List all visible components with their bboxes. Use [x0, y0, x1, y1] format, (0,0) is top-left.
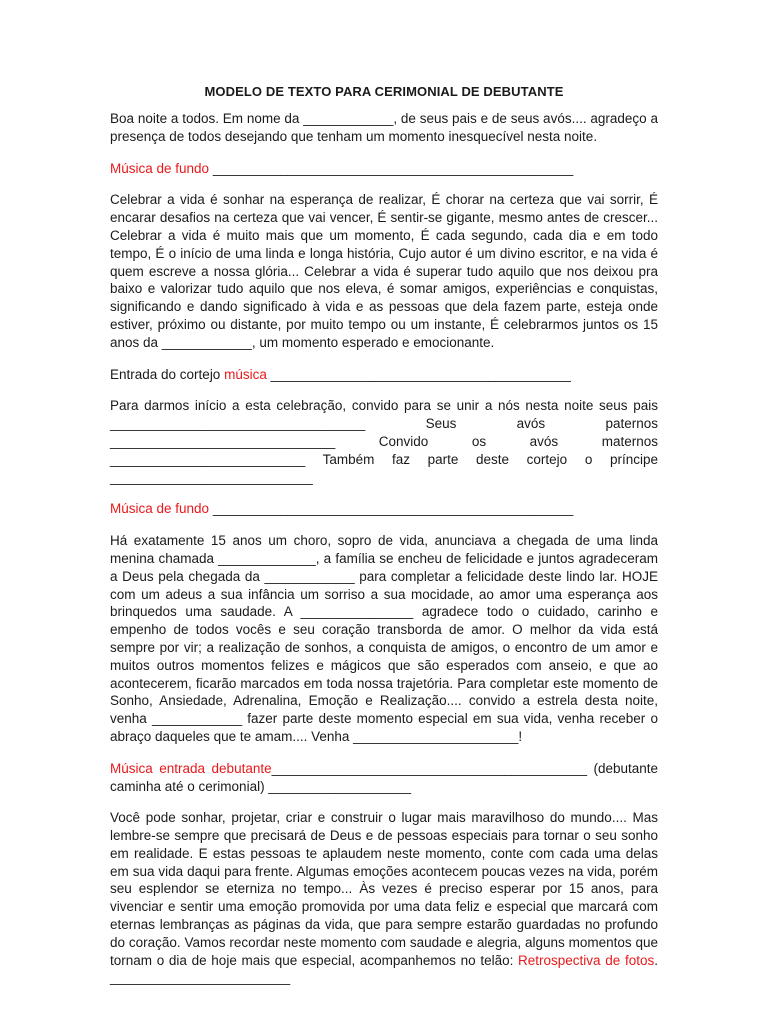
cue-background-music-1 — [110, 160, 658, 178]
cue-label: Música de fundo — [110, 160, 210, 176]
cue-cortege-entrance — [110, 366, 658, 384]
cue-debutante-entrance — [110, 760, 658, 796]
photo-retrospective-label: Retrospectiva de fotos — [518, 952, 655, 968]
paragraph-celebrate-life: Celebrar a vida é sonhar na esperança de realizar, É chorar na certeza que vai sorrir, É encarar desafios na certeza que vai vencer, É sentir-se gigante, mesmo antes de crescer... Celebrar a vida é muito mais que um momento, É cada segundo, cada dia e em todo tempo, É o início de uma linda e longa história, Cujo autor é um divino escritor, e na vida é quem escreve a nossa glória... Celebrar a vida é superar tudo aquilo que nos deixou pra baixo e valorizar tudo aquilo que nos eleva, é somar amigos, experiências e conquistas, significando e dando significado à vida e as pessoas que dela fazem parte, esteja onde estiver, próximo ou distante, por muito tempo ou um instante, É celebrarmos juntos os 15 anos da ____________, um momento esperado e emocionante. — [110, 192, 658, 350]
cue-background-music-2 — [110, 500, 658, 518]
cue-label: Música de fundo — [110, 501, 210, 517]
cue-blank-line: ________________________________________ — [266, 366, 571, 382]
cue-prefix: Entrada do cortejo — [110, 366, 225, 382]
cue-instructions: __________________________________________ (debutante caminha até o cerimonial) ___________________ — [110, 760, 658, 794]
cue-blank-line: ________________________________________________ — [209, 501, 574, 517]
paragraph-cortege: Para darmos início a esta celebração, convido para se unir a nós nesta noite seus pais __________________________________ Seus avós paternos ______________________________ Convido os avós maternos __________________________ Também faz parte deste cortejo o príncipe ___________________________ — [110, 398, 658, 485]
paragraph-dreams-end: . ________________________ — [110, 952, 658, 986]
paragraph-dreams-text: Você pode sonhar, projetar, criar e construir o lugar mais maravilhoso do mundo.... Mas lembre-se sempre que precisará de Deus e de pessoas especiais para tornar o seu sonho em realidade. E estas pessoas te aplaudem neste momento, conte com cada uma delas em sua vida daqui para frente. Algumas emoções acontecem poucas vezes na vida, porém seu esplendor se eterniza no tempo... Às vezes é preciso esperar por 15 anos, para vivenciar e sentir uma emoção promovida por uma data feliz e especial que marcará com eternas lembranças as páginas da vida, que para sempre estarão guardadas no profundo do coração. Vamos recordar neste momento com saudade e alegria, alguns momentos que tornam o dia de hoje mais que especial, acompanhemos no telão: — [110, 810, 658, 968]
paragraph-dreams — [110, 809, 658, 987]
paragraph-fifteen-years: Há exatamente 15 anos um choro, sopro de vida, anunciava a chegada de uma linda menina chamada _____________, a família se encheu de felicidade e juntos agradeceram a Deus pela chegada da ____________ para completar a felicidade deste lindo lar. HOJE com um adeus a sua infância um sorriso a sua mocidade, ao amor uma esperança aos brinquedos uma saudade. A _______________ agradece todo o cuidado, carinho e empenho de todos vocês e seu coração transborda de amor. O melhor da vida está sempre por vir; a realização de sonhos, a conquista de amigos, o encontro de um amor e muitos outros momentos felizes e mágicos que são esperados com anseio, e que ao acontecerem, ficarão marcados em toda nossa trajetória. Para completar este momento de Sonho, Ansiedade, Adrenalina, Emoção e Realização.... convido a estrela desta noite, venha ____________ fazer parte deste momento especial em sua vida, venha receber o abraço daqueles que te amam.... Venha ______________________! — [110, 533, 658, 744]
paragraph-welcome: Boa noite a todos. Em nome da ____________, de seus pais e de seus avós.... agradeço a presença de todos desejando que tenham um momento inesquecível nesta noite. — [110, 111, 658, 144]
document-title: MODELO DE TEXTO PARA CERIMONIAL DE DEBUTANTE — [204, 84, 564, 99]
cue-blank-line: ________________________________________________ — [209, 160, 574, 176]
cue-label: Música entrada debutante — [110, 760, 272, 776]
cue-music-label: música — [224, 366, 267, 382]
